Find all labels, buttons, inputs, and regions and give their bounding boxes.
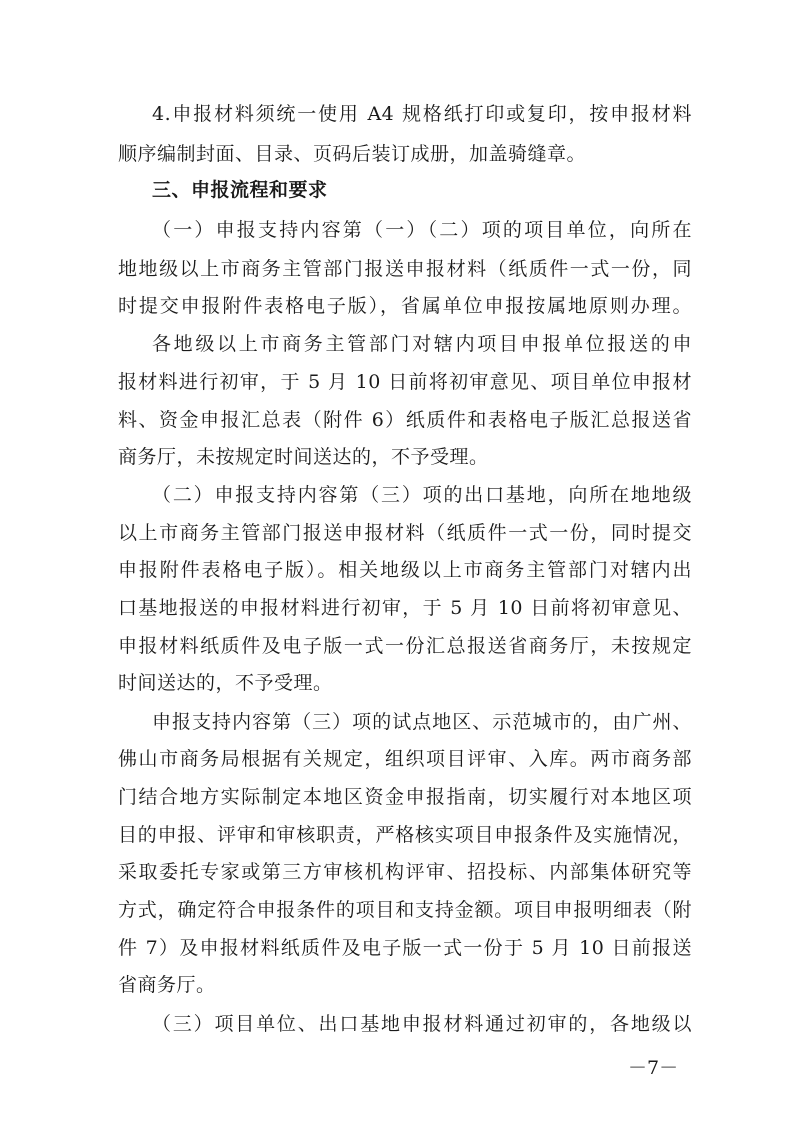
text-line: （三）项目单位、出口基地申报材料通过初审的，各地级以 [152, 1013, 692, 1035]
text-line: 方式，确定符合申报条件的项目和支持金额。项目申报明细表（附 [118, 899, 692, 921]
text-line: 商务厅，未按规定时间送达的，不予受理。 [118, 446, 489, 468]
text-line: 目的申报、评审和审核职责，严格核实项目申报条件及实施情况， [118, 824, 692, 846]
text-line: 顺序编制封面、目录、页码后装订成册，加盖骑缝章。 [118, 143, 587, 165]
text-line: 申报支持内容第（三）项的试点地区、示范城市的，由广州、 [152, 711, 692, 733]
text-line: 省商务厅。 [118, 974, 216, 996]
text-line: 申报附件表格电子版）。相关地级以上市商务主管部门对辖内出 [118, 559, 692, 581]
text-line: 各地级以上市商务主管部门对辖内项目申报单位报送的申 [152, 333, 692, 355]
text-line: 4.申报材料须统一使用 A4 规格纸打印或复印，按申报材料 [152, 103, 692, 125]
text-line: 件 7）及申报材料纸质件及电子版一式一份于 5 月 10 日前报送 [118, 937, 692, 959]
text-line: 口基地报送的申报材料进行初审，于 5 月 10 日前将初审意见、 [118, 597, 692, 619]
section-heading: 三、申报流程和要求 [152, 179, 328, 201]
text-line: 采取委托专家或第三方审核机构评审、招投标、内部集体研究等 [118, 861, 692, 883]
text-line: （一）申报支持内容第（一）（二）项的项目单位，向所在 [152, 219, 692, 241]
text-line: （二）申报支持内容第（三）项的出口基地，向所在地地级 [152, 484, 692, 506]
text-line: 佛山市商务局根据有关规定，组织项目评审、入库。两市商务部 [118, 748, 692, 770]
page-number: －7－ [628, 1057, 679, 1079]
text-line: 报材料进行初审，于 5 月 10 日前将初审意见、项目单位申报材 [118, 371, 692, 393]
text-line: 地地级以上市商务主管部门报送申报材料（纸质件一式一份，同 [118, 258, 692, 280]
text-line: 以上市商务主管部门报送申报材料（纸质件一式一份，同时提交 [118, 522, 692, 544]
text-line: 时间送达的，不予受理。 [118, 672, 333, 694]
text-line: 门结合地方实际制定本地区资金申报指南，切实履行对本地区项 [118, 786, 692, 808]
text-line: 时提交申报附件表格电子版），省属单位申报按属地原则办理。 [118, 295, 692, 317]
text-line: 料、资金申报汇总表（附件 6）纸质件和表格电子版汇总报送省 [118, 409, 692, 431]
text-line: 申报材料纸质件及电子版一式一份汇总报送省商务厅，未按规定 [118, 635, 692, 657]
